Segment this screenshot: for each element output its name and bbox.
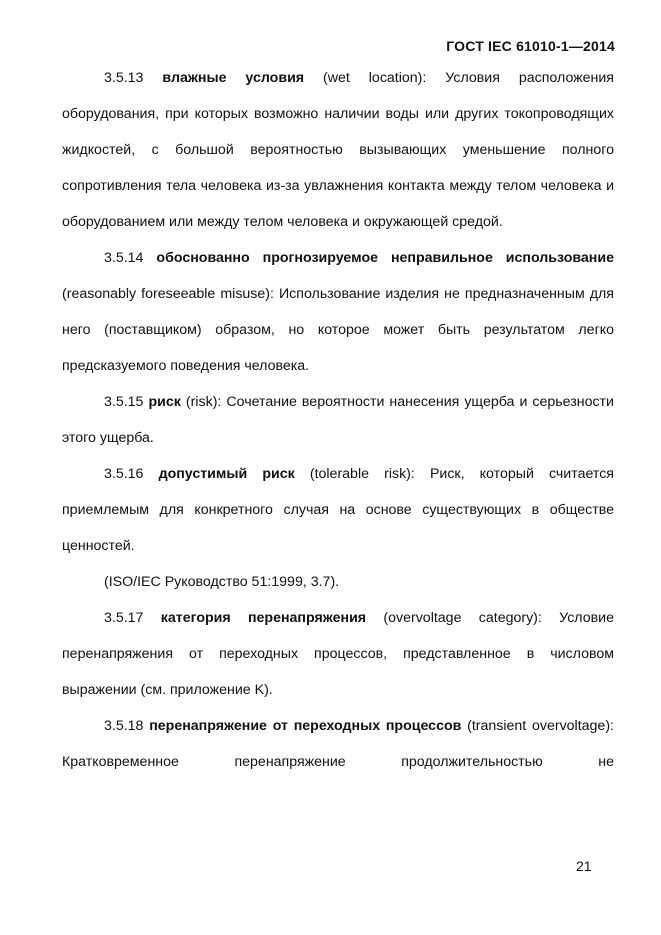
definition-3-5-16 [62,456,614,564]
definition-text: (risk): Сочетание вероятности нанесения ущерба и серьезности этого ущерба. [62,394,614,446]
page-body [62,60,614,780]
definition-3-5-14 [62,240,614,384]
clause-number: 3.5.15 [104,394,144,410]
term: допустимый риск [158,466,295,482]
definition-3-5-13 [62,60,614,240]
definition-3-5-15 [62,384,614,456]
term: влажные условия [162,70,305,86]
source-reference: (ISO/IEC Руководство 51:1999, 3.7). [104,574,340,590]
definition-text: (reasonably foreseeable misuse): Использование изделия не предназначенным для него (поставщиком) образом, но которое может быть результатом легко предсказуемого поведения человека. [62,286,614,374]
clause-number: 3.5.18 [104,718,144,734]
definition-text: (transient overvoltage): Кратковременное перенапряжение продолжительностью не [62,718,614,770]
clause-number: 3.5.14 [104,250,144,266]
term: обоснованно прогнозируемое неправильное использование [156,250,614,266]
definition-text: (tolerable risk): Риск, который считается приемлемым для конкретного случая на основе существующих в обществе ценностей. [62,466,614,554]
clause-number: 3.5.17 [104,610,144,626]
document-header: ГОСТ IEC 61010-1—2014 [446,38,615,54]
page-number: 21 [576,858,592,874]
definition-3-5-18 [62,708,614,780]
clause-number: 3.5.13 [104,70,144,86]
clause-number: 3.5.16 [104,466,144,482]
term: перенапряжение от переходных процессов [149,718,462,734]
term: категория перенапряжения [160,610,367,626]
definition-text: (overvoltage category): Условие перенапряжения от переходных процессов, представленное в числовом выражении (см. приложение K). [62,610,614,698]
term: риск [148,394,181,410]
definition-text: (wet location): Условия расположения оборудования, при которых возможно наличии воды или других токопроводящих жидкостей, с большой вероятностью вызывающих уменьшение полного сопротивления тела человека из-за увлажнения контакта между телом человека и оборудованием или между телом человека и окружающей средой. [62,70,614,230]
definition-3-5-17 [62,600,614,708]
